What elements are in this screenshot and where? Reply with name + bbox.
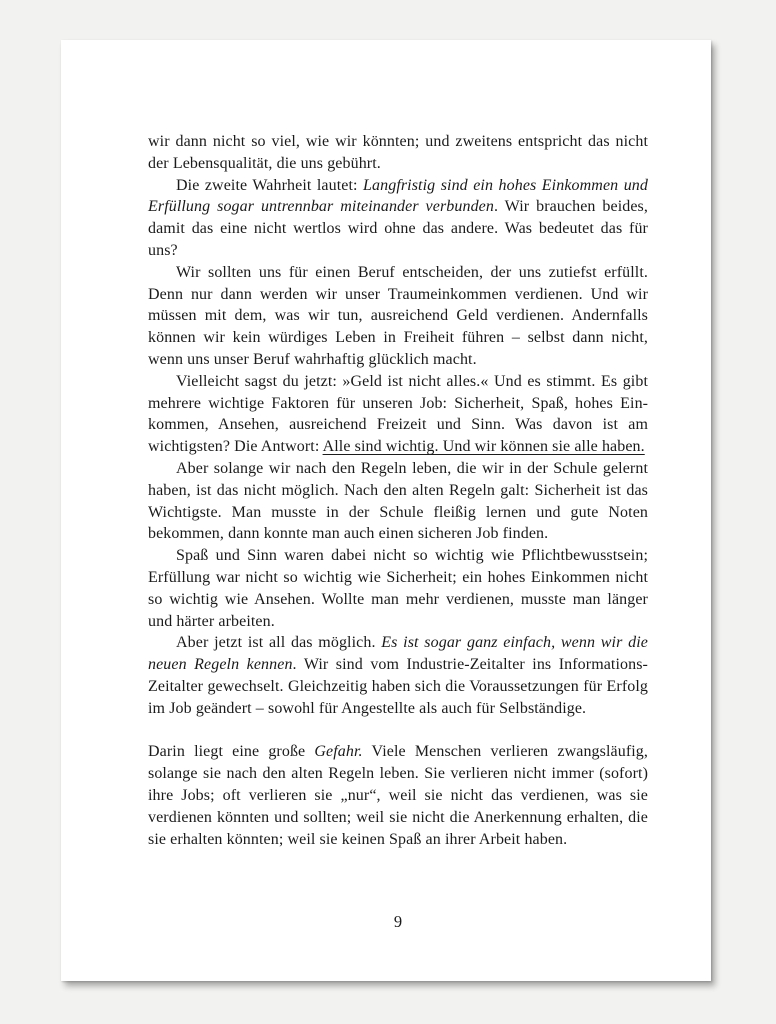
text-segment-italic: Es ist sogar ganz einfach, wenn wir die neuen Regeln kennen: [148, 634, 648, 674]
text-segment: Viele Menschen verlieren zwangsläufig, solange sie nach den alten Regeln leben. Sie verlieren nicht immer (sofort) ihre Jobs; oft verlieren sie „nur“, weil sie nicht das verdienen, was sie verdienen könnten und sollten; weil sie nicht die Anerkennung erhalten, die sie erhalten könnten; weil sie keinen Spaß an ihrer Arbeit haben.: [148, 743, 649, 848]
text-segment: Aber solange wir nach den Regeln leben, die wir in der Schule gelernt haben, ist das nicht möglich. Nach den alten Regeln galt: Sicherheit ist das Wichtigste. Man musste in der Schule fleißig lernen und gute Noten bekommen, dann konnte man auch einen sicheren Job finden.: [148, 459, 648, 543]
text-segment-italic: Langfristig sind ein hohes Einkommen und Erfüllung sogar untrennbar miteinander verbunden: [148, 176, 648, 216]
text-segment: Die zweite Wahrheit lautet:: [176, 176, 364, 194]
text-segment: Wir sollten uns für einen Beruf entscheiden, der uns zutiefst erfüllt. Denn nur dann werden wir unser Traumeinkommen verdienen. Und wir müssen mit dem, was wir tun, ausreichend Geld verdienen. Andernfalls können wir kein würdiges Leben in Freiheit führen – selbst dann nicht, wenn uns unser Beruf wahrhaftig glücklich macht.: [148, 263, 648, 368]
page-text: [148, 131, 648, 850]
text-segment: Spaß und Sinn waren dabei nicht so wichtig wie Pflichtbewusstsein; Erfüllung war nicht so wichtig wie Sicherheit; ein hohes Einkommen nicht so wichtig wie Ansehen. Wollte man mehr verdienen, musste man länger und härter arbeiten.: [148, 547, 648, 630]
paragraph: [148, 175, 648, 262]
text-segment: Darin liegt eine große: [148, 743, 315, 761]
text-segment-underline: Alle sind wichtig. Und wir können sie alle haben.: [322, 438, 645, 456]
paragraph: [148, 632, 648, 719]
paragraph: [148, 371, 648, 458]
paragraph: [148, 131, 648, 175]
paragraph: [148, 741, 648, 850]
page-number: 9: [393, 912, 403, 931]
text-segment: Vielleicht sagst du jetzt: »Geld ist nicht alles.« Und es stimmt. Es gibt mehrere wichtige Faktoren für unseren Job: Sicherheit, Spaß, hohes Einkommen, Ansehen, ausreichend Freizeit und Sinn. Was davon ist am wichtigsten? Die Antwort:: [148, 372, 648, 456]
text-segment-italic: Gefahr.: [314, 743, 363, 761]
paragraph: [148, 545, 648, 632]
text-segment: . Wir brauchen beides, damit das eine nicht wertlos wird ohne das andere. Was bedeutet das für uns?: [148, 198, 648, 259]
book-page: [61, 40, 711, 981]
text-segment: . Wir sind vom Industrie-Zeitalter ins Informations-Zeitalter gewechselt. Gleichzeitig haben sich die Voraussetzungen für Erfolg im Job geändert – sowohl für Angestellte als auch für Selbständige.: [148, 656, 648, 717]
paragraph: [148, 458, 648, 545]
paragraph: [148, 262, 648, 371]
text-segment: wir dann nicht so viel, wie wir könnten; und zweitens entspricht das nicht der Lebensqualität, die uns gebührt.: [148, 133, 648, 172]
text-segment: Aber jetzt ist all das möglich.: [176, 634, 382, 652]
